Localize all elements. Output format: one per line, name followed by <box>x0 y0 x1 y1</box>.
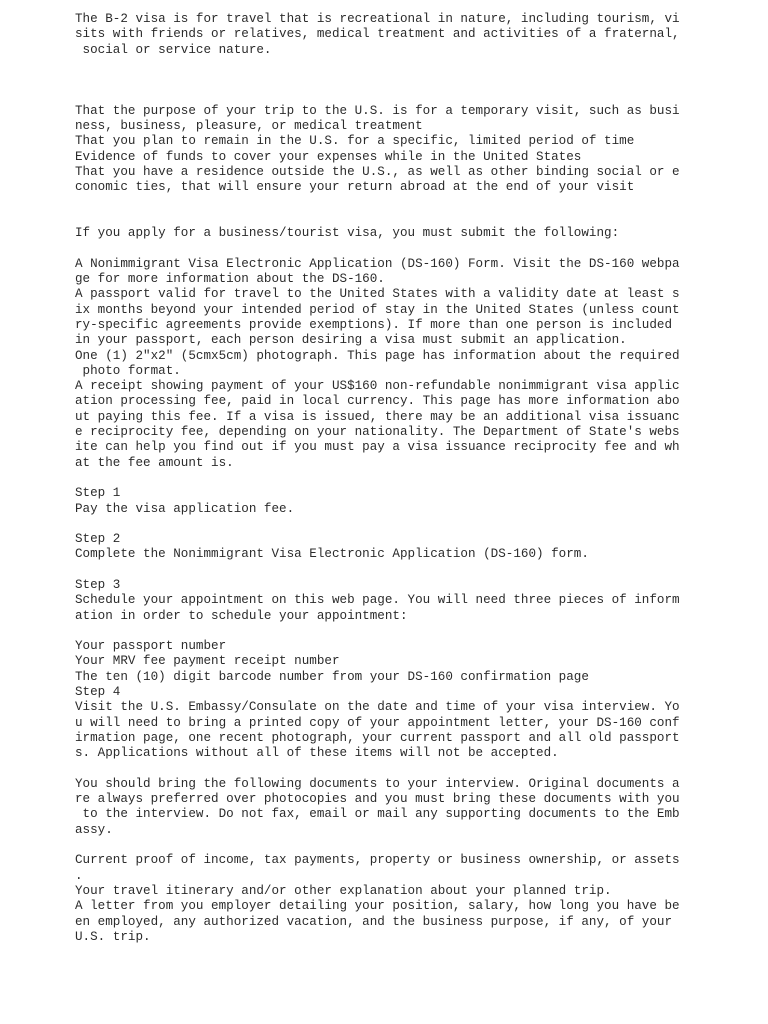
step-2 <box>75 532 695 563</box>
text-line: ness, business, pleasure, or medical treatment <box>75 119 423 134</box>
list-item: Your travel itinerary and/or other explanation about your planned trip. <box>75 883 612 898</box>
text-line: ation processing fee, paid in local currency. This page has more information abo <box>75 394 680 409</box>
text-line: That you have a residence outside the U.S., as well as other binding social or e <box>75 164 680 179</box>
text-line: at the fee amount is. <box>75 455 234 470</box>
text-line: re always preferred over photocopies and you must bring these documents with you <box>75 792 680 807</box>
text-line: sits with friends or relatives, medical treatment and activities of a fraternal, <box>75 27 680 42</box>
text-line: ix months beyond your intended period of stay in the United States (unless count <box>75 302 680 317</box>
document-items <box>75 853 695 945</box>
text-line: ry-specific agreements provide exemptions). If more than one person is included <box>75 317 673 332</box>
text-line: A receipt showing payment of your US$160 non-refundable nonimmigrant visa applic <box>75 379 680 394</box>
submit-heading: If you apply for a business/tourist visa, you must submit the following: <box>75 226 620 241</box>
text-line: That the purpose of your trip to the U.S. is for a temporary visit, such as busi <box>75 103 680 118</box>
text-line: in your passport, each person desiring a visa must submit an application. <box>75 333 627 348</box>
step-3 <box>75 578 695 624</box>
text-line: u will need to bring a printed copy of your appointment letter, your DS-160 conf <box>75 715 680 730</box>
list-item: Your MRV fee payment receipt number <box>75 654 340 669</box>
text-line: ut paying this fee. If a visa is issued, there may be an additional visa issuanc <box>75 409 680 424</box>
list-item: U.S. trip. <box>75 929 151 944</box>
text-line: That you plan to remain in the U.S. for a specific, limited period of time <box>75 134 635 149</box>
list-item: . <box>75 868 83 883</box>
step-1 <box>75 486 695 517</box>
text-line: irmation page, one recent photograph, your current passport and all old passport <box>75 730 680 745</box>
text-line: social or service nature. <box>75 42 272 57</box>
text-line: assy. <box>75 822 113 837</box>
document-body <box>75 12 695 945</box>
list-item: en employed, any authorized vacation, and the business purpose, if any, of your <box>75 914 673 929</box>
list-item: Current proof of income, tax payments, property or business ownership, or assets <box>75 853 680 868</box>
text-line: e reciprocity fee, depending on your nationality. The Department of State's webs <box>75 425 680 440</box>
text-line: s. Applications without all of these items will not be accepted. <box>75 746 559 761</box>
text-line: ation in order to schedule your appointment: <box>75 608 408 623</box>
list-item: Your passport number <box>75 639 227 654</box>
step-4 <box>75 685 695 761</box>
text-line: Visit the U.S. Embassy/Consulate on the date and time of your visa interview. Yo <box>75 700 680 715</box>
text-line: The B-2 visa is for travel that is recreational in nature, including tourism, vi <box>75 12 680 26</box>
text-line: Evidence of funds to cover your expenses while in the United States <box>75 149 582 164</box>
step-heading: Step 2 <box>75 532 121 547</box>
text-line: ite can help you find out if you must pay a visa issuance reciprocity fee and wh <box>75 440 680 455</box>
step-3-items <box>75 639 695 685</box>
text-line: Pay the visa application fee. <box>75 501 295 516</box>
intro-paragraph <box>75 12 695 58</box>
text-line: A Nonimmigrant Visa Electronic Application (DS-160) Form. Visit the DS-160 webpa <box>75 256 680 271</box>
text-line: One (1) 2"x2" (5cmx5cm) photograph. This page has information about the required <box>75 348 680 363</box>
list-item: A letter from you employer detailing your position, salary, how long you have be <box>75 899 680 914</box>
text-line: to the interview. Do not fax, email or mail any supporting documents to the Emb <box>75 807 680 822</box>
bring-documents-paragraph <box>75 777 695 838</box>
text-line: You should bring the following documents to your interview. Original documents a <box>75 776 680 791</box>
text-line: photo format. <box>75 363 181 378</box>
list-item: The ten (10) digit barcode number from your DS-160 confirmation page <box>75 669 589 684</box>
text-line: A passport valid for travel to the United States with a validity date at least s <box>75 287 680 302</box>
text-line: ge for more information about the DS-160. <box>75 272 385 287</box>
step-heading: Step 3 <box>75 577 121 592</box>
submit-items <box>75 257 695 471</box>
text-line: conomic ties, that will ensure your return abroad at the end of your visit <box>75 180 635 195</box>
step-heading: Step 1 <box>75 486 121 501</box>
text-line: Schedule your appointment on this web page. You will need three pieces of inform <box>75 593 680 608</box>
requirements-list <box>75 104 695 196</box>
text-line: Complete the Nonimmigrant Visa Electronic Application (DS-160) form. <box>75 547 589 562</box>
step-heading: Step 4 <box>75 685 121 700</box>
